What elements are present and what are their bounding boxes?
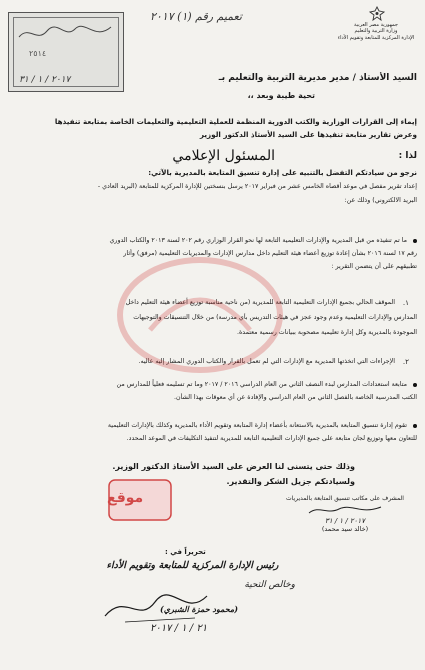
stamp-number: ٢٥١٤: [29, 49, 47, 58]
bullet-item: [7, 236, 417, 245]
paragraph-line: رقم ١٧ لسنة ٢٠١٦ بشأن إعادة توزيع أعضاء هيئة التعليم داخل مدارس الإدارات والمديريات التعليمية (مرفق) وأثار: [123, 250, 417, 257]
head-name: (محمود حمزة الشبري): [160, 604, 238, 614]
bullet-text: تقوم إدارة تنسيق المتابعة بالمديرية بالاستعانة بأعضاء إدارة المتابعة وتقويم الأداء بالمديرية وكذلك بالإدارات التعليمية: [107, 422, 407, 429]
bullet-text: ما تم تنفيذه من قبل المديرية والإدارات التعليمية التابعة لها نحو القرار الوزاري رقم ٢٠٢ لسنة ٢٠١٣ والكتاب الدوري: [109, 237, 407, 244]
greeting-line: تحية طيبة وبعد ،،: [247, 91, 315, 100]
paragraph-line: إعداد تقرير مفصل في موعد أقصاه الخامس عشر من فبراير ٢٠١٧ يرسل بنسختين للإدارة المركزية للمتابعة (البريد العادي -: [97, 183, 417, 190]
ministry-line: الإدارة المركزية للمتابعة وتقويم الأداء: [337, 34, 415, 41]
circular-number: تعميم رقم (١) ٢٠١٧: [150, 10, 242, 23]
intro-line: وعرض تقارير متابعة تنفيذها على السيد الأستاذ الدكتور الوزير: [199, 130, 417, 139]
therefore-label: لذا :: [398, 151, 417, 161]
bullet-text: متابعة استعدادات المدارس لبدء النصف الثاني من العام الدراسي ٢٠١٦ / ٢٠١٧ وما تم تسليمه فعلياً للمدارس من: [116, 381, 407, 388]
paragraph-line: للتعاون معها وتوزيع لجان متابعة على جميع الإدارات التعليمية التابعة للمديرية لتنفيذ التكليفات في الموعد المحدد.: [126, 435, 417, 442]
ministry-name-block: [335, 22, 417, 41]
bullet-item: [7, 380, 417, 389]
signature-scribble-icon: [305, 503, 385, 517]
closing-line: وذلك حتى يتسنى لنا العرض على السيد الأستاذ الدكتور الوزير.: [112, 462, 355, 471]
head-title: رئيس الإدارة المركزية للمتابعة وتقويم الأداء: [106, 560, 279, 571]
stamp-scribble-icon: [15, 21, 115, 45]
paragraph-line: الموجودة بالمديرية وكل إدارة تعليمية مصحوبة ببيانات رسمية معتمدة.: [237, 329, 417, 336]
bullet-item: [7, 421, 417, 430]
bullet-dot-icon: [413, 383, 417, 387]
item-text: الإجراءات التي اتخذتها المديرية مع الإدارات التي لم تعمل بالقرار والكتاب الدوري المشار إليه عاليه.: [138, 358, 395, 365]
paragraph-line: الكتب المدرسية الخاصة بالفصل الثاني من العام الدراسي والإفادة عن أي معوقات بهذا الشأن.: [173, 394, 417, 401]
supervisor-signature-block: [270, 495, 420, 533]
watermark-logo-icon: [110, 250, 290, 380]
supervisor-date: ٢٠١٧ / ١ / ٣١: [325, 517, 365, 525]
dated-label: تحريراً في :: [165, 548, 206, 556]
ministry-line: وزارة التربية والتعليم: [354, 28, 398, 35]
item-number: ٢.: [402, 357, 409, 366]
eagle-emblem-icon: [369, 6, 385, 22]
ministry-line: جمهورية مصر العربية: [354, 22, 398, 28]
stamp-date: ٢٠١٧ / ١ / ٣١: [19, 75, 71, 85]
paragraph-line: تطبيقهم على أن يتضمن التقرير :: [331, 263, 417, 270]
supervisor-name: (خالد سيد محمد): [321, 525, 369, 533]
paragraph-line: البريد الالكتروني) وذلك عن:: [344, 197, 417, 204]
watermark-text: موقع: [107, 490, 144, 506]
paragraph-line: المدارس والإدارات التعليمية وعدم وجود عجز في هيئات التدريس بأي مدرسة) من خلال التنسيقات والتوجيهات: [133, 314, 417, 321]
addressee-line: السيد الأستاذ / مدير مديرية التربية والتعليم بـ: [218, 73, 417, 83]
bullet-dot-icon: [413, 239, 417, 243]
watermark-badge: [105, 470, 175, 530]
intro-line: إيماء إلى القرارات الوزارية والكتب الدورية المنظمة للعملية التعليمية والتعليمات الخاصة بمتابعة تنفيذها: [54, 117, 417, 126]
request-line: نرجو من سيادتكم التفضل بالتنبيه على إدارة تنسيق المتابعة بالمديرية بالآتي:: [148, 168, 417, 177]
item-text: الموقف الحالي بجميع الإدارات التعليمية التابعة للمديرية (من ناحية مناسبة توزيع أعضاء هيئة التعليم داخل: [125, 299, 395, 306]
item-number: ١.: [402, 298, 409, 307]
overlay-caption: المسئول الإعلامي: [172, 148, 275, 164]
closing-line: ولسيادتكم جزيل الشكر والتقدير.: [226, 477, 355, 486]
head-date: ٢١ / ١ / ٢٠١٧: [150, 623, 208, 634]
supervisor-title: المشرف على مكاتب تنسيق المتابعة بالمديريات: [286, 495, 404, 502]
bullet-dot-icon: [413, 424, 417, 428]
handwritten-note: وخالص التحية: [244, 580, 295, 590]
